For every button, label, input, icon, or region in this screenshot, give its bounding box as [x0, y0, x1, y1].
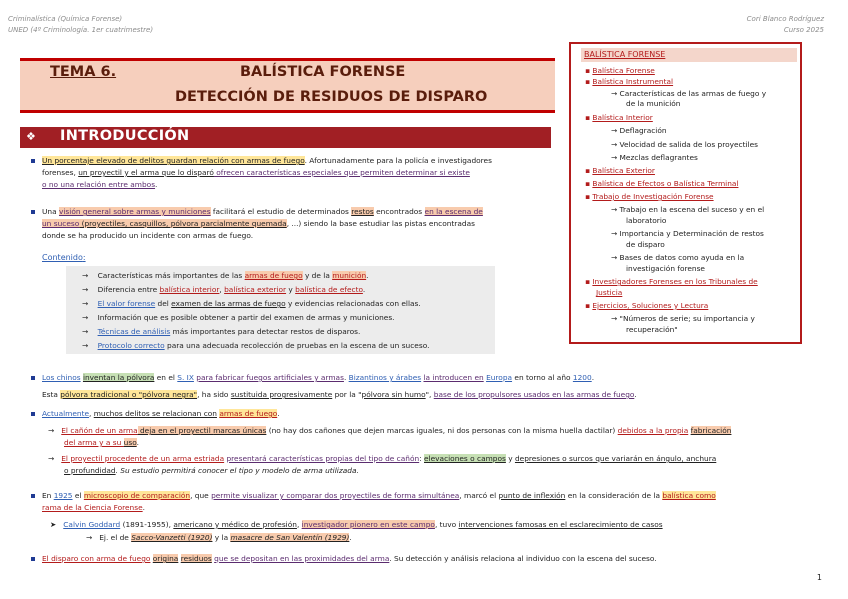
bullet-icon — [31, 412, 35, 416]
index-item[interactable]: ▪ Balística Exterior — [585, 166, 655, 175]
index-item[interactable]: ▪ Balística de Efectos o Balística Terminal — [585, 179, 739, 188]
index-subitem: → Mezclas deflagrantes — [611, 153, 698, 162]
author-name: Cori Blanco Rodríguez — [746, 15, 824, 23]
para4-sub1-line1: → El cañón de un arma deja en el proyectil marcas únicas (no hay dos cañones que dejen marcas iguales, ni dos personas con la misma huella dactilar) debidos a la propia fabricación — [48, 426, 732, 435]
para3-line2: Esta pólvora tradicional o "pólvora negra", ha sido sustituida progresivamente por la "pólvora sin humo", base de los propulsores usados en las armas de fuego. — [42, 390, 637, 399]
contenido-item: → Diferencia entre balística interior, balística exterior y balística de efecto. — [82, 285, 366, 294]
index-subitem: → Características de las armas de fuego y — [611, 89, 767, 98]
section-header — [20, 127, 551, 148]
bullet-icon — [31, 159, 35, 163]
index-subitem-cont: de disparo — [626, 240, 665, 249]
index-subitem: → "Números de serie; su importancia y — [611, 314, 755, 323]
index-item[interactable]: ▪ Investigadores Forenses en los Tribunales de — [585, 277, 758, 286]
contenido-label: Contenido: — [42, 253, 86, 262]
para5-sub1: ➤ Calvin Goddard (1891-1955), americano y médico de profesión, investigador pionero en este campo, tuvo intervenciones famosas en el esclarecimiento de casos — [50, 520, 663, 529]
para2-line3: donde se ha producido un incidente con armas de fuego. — [42, 231, 254, 240]
index-subitem: → Trabajo en la escena del suceso y en el — [611, 205, 765, 214]
title-top-rule — [20, 58, 555, 61]
diamond-icon: ❖ — [26, 130, 36, 143]
index-subitem-cont: investigación forense — [626, 264, 705, 273]
bullet-icon — [31, 557, 35, 561]
para5-line1: En 1925 el microscopio de comparación, que permite visualizar y comparar dos proyectiles de forma simultánea, marcó el punto de inflexión en la consideración de la balística como — [42, 491, 716, 500]
index-subitem-cont: de la munición — [626, 99, 681, 108]
para5-sub2: → Ej. el de Sacco-Vanzetti (1920) y la masacre de San Valentín (1929). — [86, 533, 352, 542]
bullet-icon — [31, 210, 35, 214]
para5-line2: rama de la Ciencia Forense. — [42, 503, 145, 512]
course-subtitle: UNED (4º Criminología. 1er cuatrimestre) — [8, 26, 154, 34]
title-band — [20, 58, 555, 113]
para1-line2: forenses, un proyectil y el arma que lo disparó ofrecen características especiales que permiten determinar si existe — [42, 168, 470, 177]
index-item-cont[interactable]: Justicia — [596, 288, 623, 297]
index-item[interactable]: ▪ Balística Instrumental — [585, 77, 674, 86]
topic-index-box — [569, 42, 802, 344]
para6-line1: El disparo con arma de fuego origina residuos que se depositan en las proximidades del arma. Su detección y análisis relaciona al individuo con la escena del suceso. — [42, 554, 657, 563]
index-item[interactable]: ▪ Balística Interior — [585, 113, 653, 122]
para2-line1: Una visión general sobre armas y municiones facilitará el estudio de determinados restos encontrados en la escena de — [42, 207, 483, 216]
index-subitem: → Velocidad de salida de los proyectiles — [611, 140, 759, 149]
para1-line1: Un porcentaje elevado de delitos guardan relación con armas de fuego. Afortunadamente para la policía e investigadores — [42, 156, 492, 165]
index-subitem-cont: recuperación" — [626, 325, 678, 334]
para3-line1: Los chinos inventan la pólvora en el S. IX para fabricar fuegos artificiales y armas. Bizantinos y árabes la introducen en Europa en torno al año 1200. — [42, 373, 595, 382]
course-title: Criminalística (Química Forense) — [8, 15, 123, 23]
index-item[interactable]: ▪ Balística Forense — [585, 66, 655, 75]
contenido-item: → Características más importantes de las armas de fuego y de la munición. — [82, 271, 369, 280]
contenido-item: → Técnicas de análisis más importantes para detectar restos de disparos. — [82, 327, 361, 336]
page-number: 1 — [816, 573, 822, 582]
index-subitem-cont: laboratorio — [626, 216, 667, 225]
index-title-band — [581, 48, 797, 62]
contenido-item: → El valor forense del examen de las armas de fuego y evidencias relacionadas con ellas. — [82, 299, 421, 308]
index-subitem: → Bases de datos como ayuda en la — [611, 253, 745, 262]
index-title: BALÍSTICA FORENSE — [584, 50, 666, 59]
para1-line3: o no una relación entre ambos. — [42, 180, 158, 189]
contenido-item: → Protocolo correcto para una adecuada recolección de pruebas en la escena de un suceso. — [82, 341, 430, 350]
title-line1: BALÍSTICA FORENSE — [240, 64, 406, 80]
course-year: Curso 2025 — [783, 26, 824, 34]
para4-sub2-line1: → El proyectil procedente de un arma estriada presentará características propias del tipo de cañón: elevaciones o campos y depresiones o surcos que variarán en ángulo, anchura — [48, 454, 717, 463]
title-bottom-rule — [20, 110, 555, 113]
para4-line1: Actualmente, muchos delitos se relacionan con armas de fuego. — [42, 409, 280, 418]
index-subitem: → Deflagración — [611, 126, 667, 135]
para2-line2: un suceso (proyectiles, casquillos, pólvora parcialmente quemada, ...) siendo la base estudiar las pistas encontradas — [42, 219, 475, 228]
index-item[interactable]: ▪ Trabajo de Investigación Forense — [585, 192, 714, 201]
title-line2: DETECCIÓN DE RESIDUOS DE DISPARO — [175, 89, 488, 105]
index-subitem: → Importancia y Determinación de restos — [611, 229, 764, 238]
bullet-icon — [31, 376, 35, 380]
section-title: INTRODUCCIÓN — [60, 128, 190, 144]
contenido-item: → Información que es posible obtener a partir del examen de armas y municiones. — [82, 313, 395, 322]
index-item[interactable]: ▪ Ejercicios, Soluciones y Lectura — [585, 301, 709, 310]
bullet-icon — [31, 494, 35, 498]
para4-sub1-line2: del arma y a su uso. — [64, 438, 139, 447]
tema-label: TEMA 6. — [50, 64, 117, 80]
para4-sub2-line2: o profundidad. Su estudio permitirá conocer el tipo y modelo de arma utilizada. — [64, 466, 359, 475]
